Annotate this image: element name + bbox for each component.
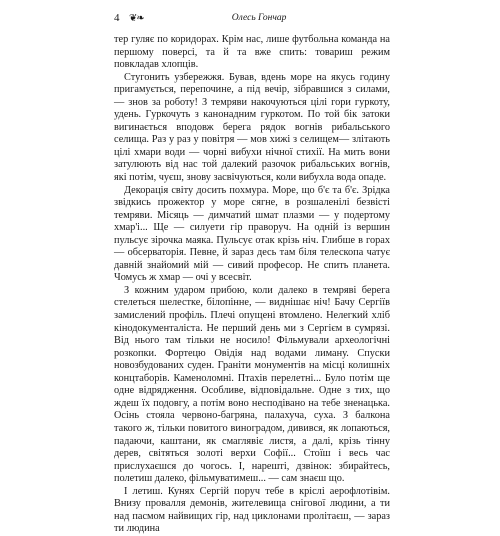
body-text	[114, 34, 390, 536]
page-number: 4	[114, 12, 120, 24]
running-title: Олесь Гончар	[231, 13, 287, 23]
ornament-icon: ❦❧	[129, 12, 144, 24]
paragraph: Декорація світу досить похмура. Море, що б'є та б'є. Зрідка звідкись прожектор у море сягне, в розшаленілі безвісті темряви. Місяць — димчатий шмат плазми — у подертому хмар'і... Ще — силуети гір праворуч. На одній із вершин пульсує зірочка маяка. Пульсує отак крізь ніч. Глибше в горах — обсерваторія. Певне, й зараз десь там біля телескопа чатує давній знайомий мій — сивий професор. Не спить планета. Чомусь ж хмар — очі у всесвіт.	[114, 184, 390, 284]
paragraph: І летиш. Кунях Сергій поруч тебе в кріслі аерофлотівім. Внизу провалля демонів, жителевища снігової людини, а ти над пасмом найвищих гір, над циклонами пролітаєш, — зараз ти людина	[114, 485, 390, 535]
paragraph: тер гуляє по коридорах. Крім нас, лише футбольна команда на першому поверсі, та й та вже спить: товариш режим повкладав хлопців.	[114, 34, 390, 71]
paragraph: З кожним ударом прибою, коли далеко в темряві берега стелеться шелестке, білопінне, — виднішає ніч! Бачу Сергіїв замислений профіль. Плечі опущені втомлено. Нелегкий хліб кінодокументаліста. Не перший день ми з Сергієм в сумрязі. Від нього там тільки не носило! Фільмували археологічні розкопки. Фортецю Овідія над водами лиману. Спуски новозбудованих суден. Граніти монументів на місці колишніх концтаборів. Каменоломні. Птахів перелетні... Було потім ще одне відрядження. Особливе, відповідальне. Одне з тих, що ждеш їх подовгу, а потім воно несподівано на тебе зненацька. Осінь стояла червоно-багряна, палахуча, суха. З балкона такого ж, тільки повитого виноградом, дивився, як лопаються, падаючи, каштани, як смаглявіє листя, а далі, крізь тінну дерев, світяться золоті верхи Софії... Стоїш і весь час прислухаєшся до чогось. І, нарешті, дзвінок: збирайтесь, полетиш далеко, фільмуватимеш... — сам знаєш що.	[114, 284, 390, 485]
page-header	[114, 10, 390, 26]
paragraph: Стугонить узбережжя. Бував, вдень море на якусь годину пригамується, перепочине, а під вечір, зібравшися з силами, — знов за роботу! З темряви накочуються цілі гори гуркоту, удень. Гуркочуть з канонадним гуркотом. По той бік затоки вигинається вподовж берега рядок вогнів рибальського селища. Раз у раз у повітря — мов хижі з селищем— злітають цілі хмари води — чорні вибухи нічної стихії. На мить вони затулюють від нас той далекий разочок рибальських вогнів, які потім, чуєш, знову засвічуються, коли вибухла вода опаде.	[114, 71, 390, 184]
